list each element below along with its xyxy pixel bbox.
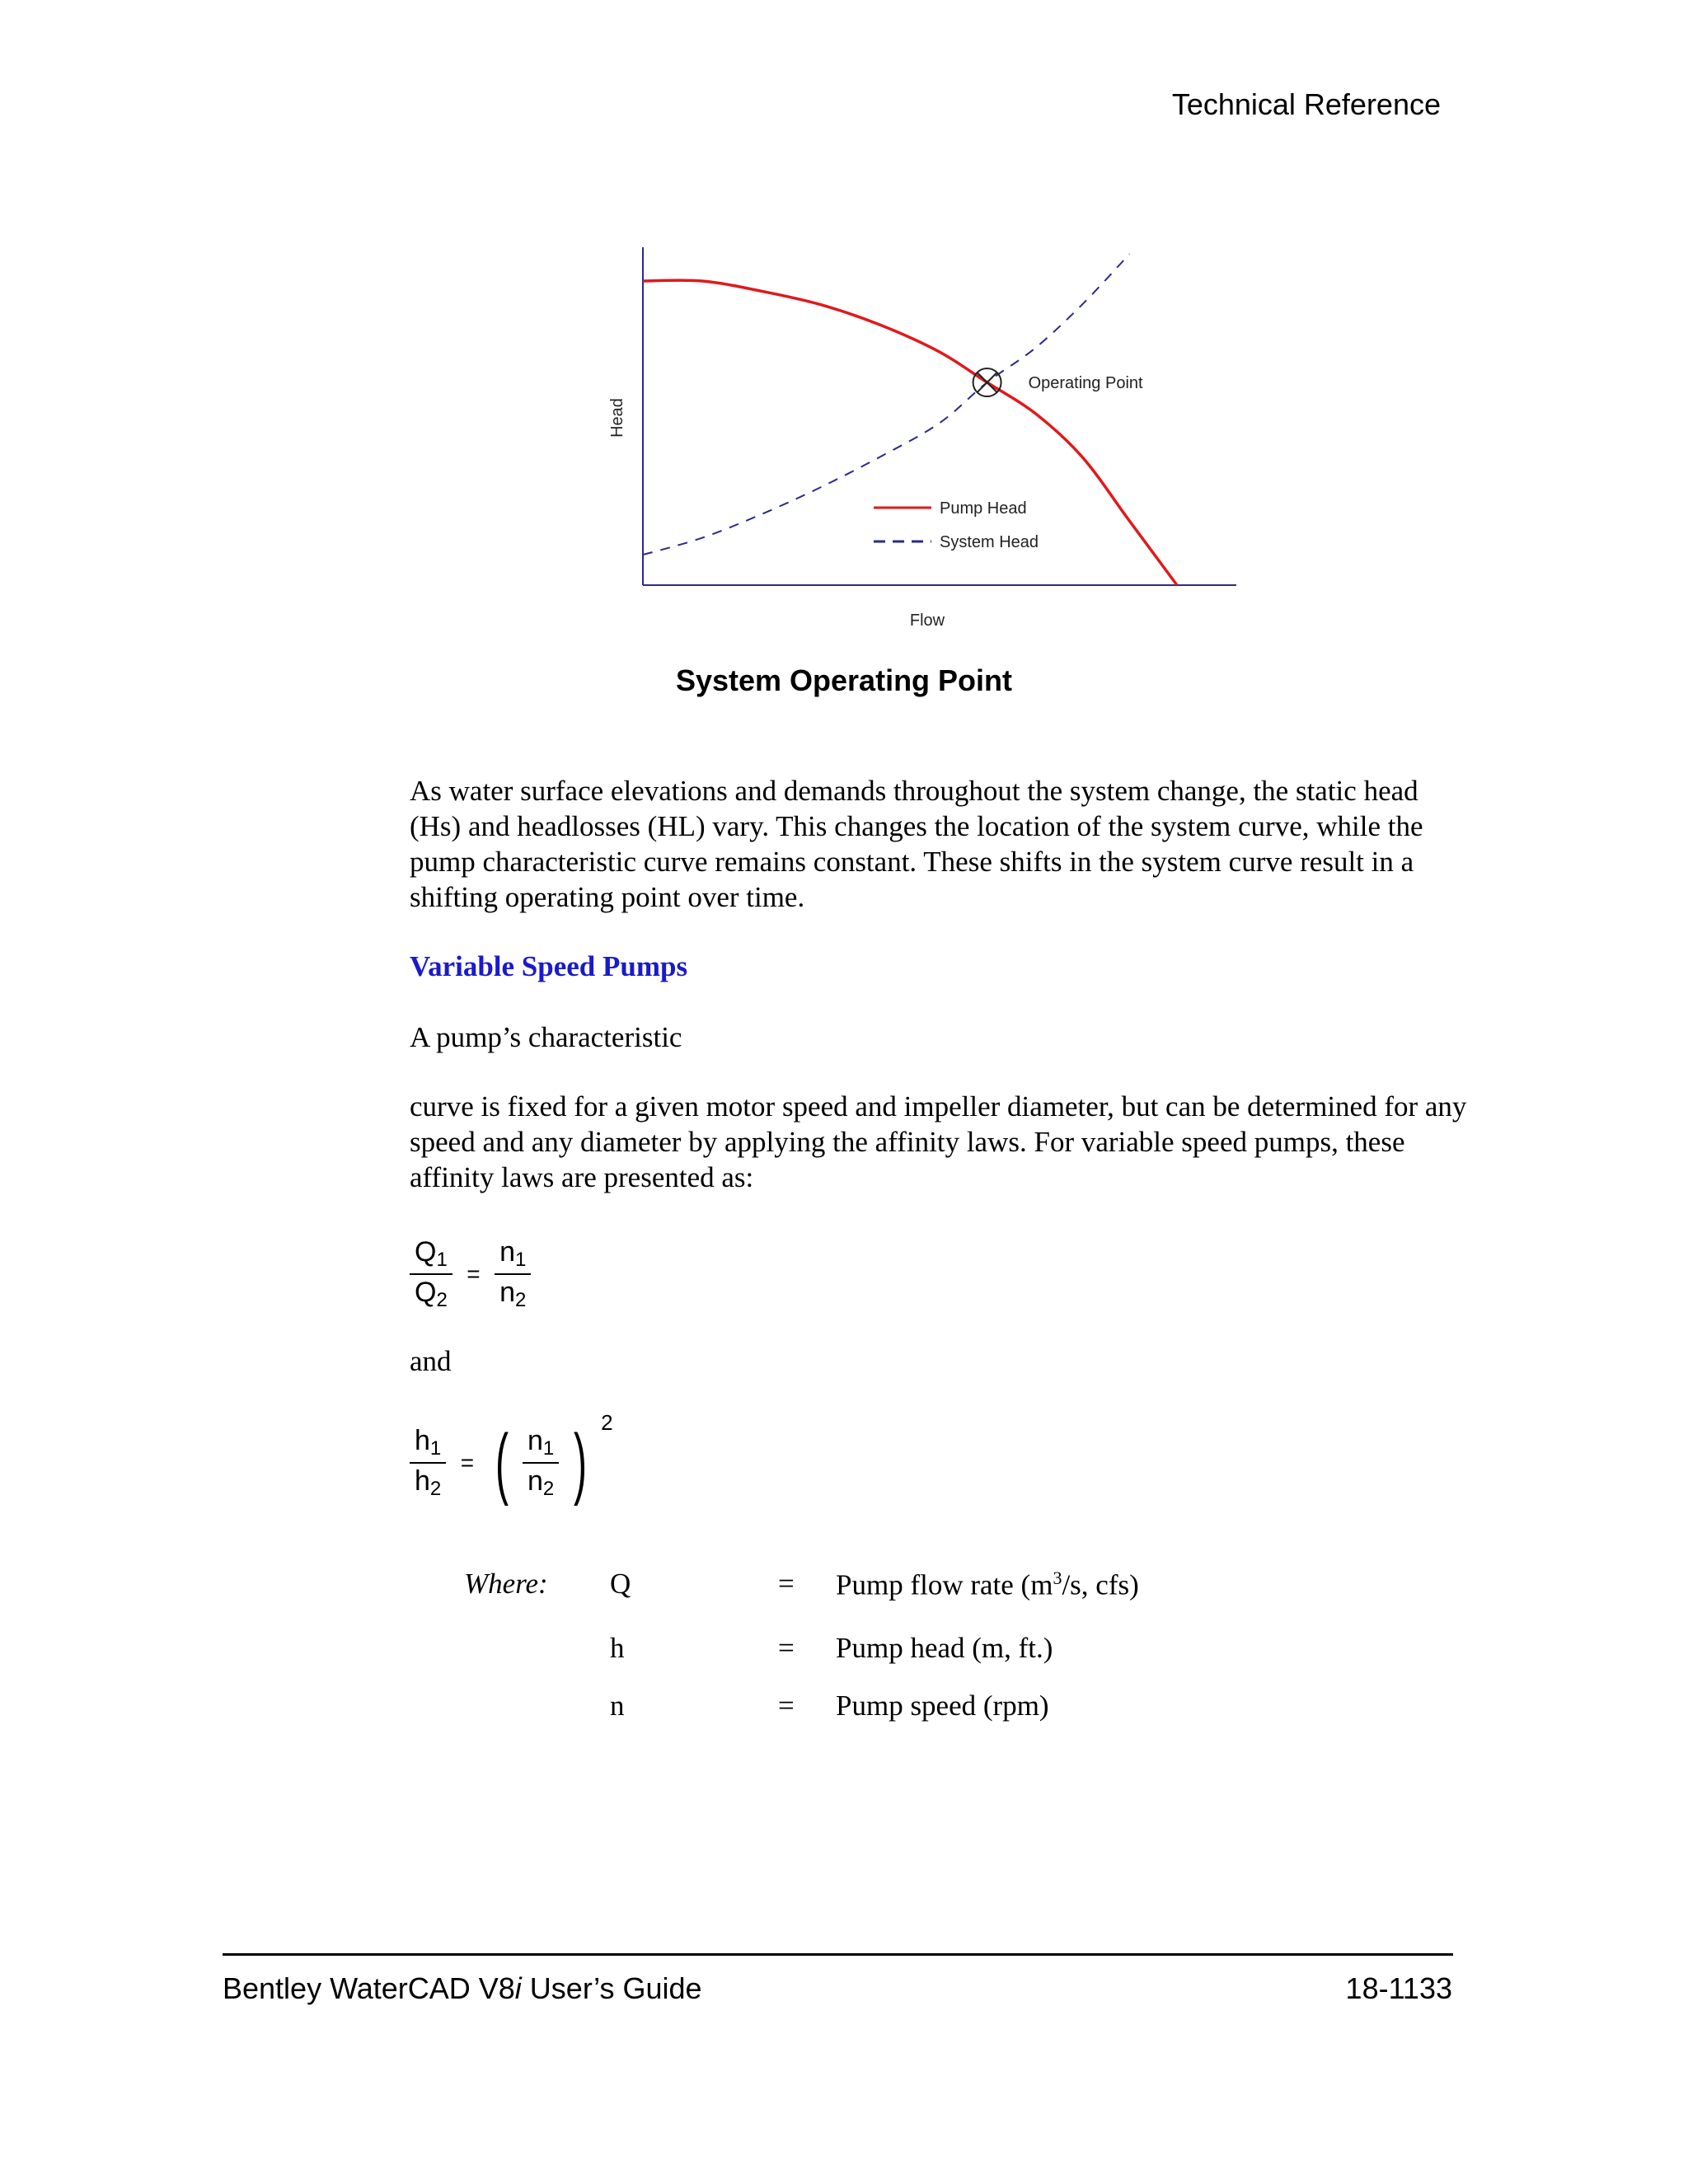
conjunction-and: and bbox=[410, 1345, 452, 1377]
section-heading-variable-speed-pumps: Variable Speed Pumps bbox=[410, 950, 688, 982]
series-line-pump-head bbox=[643, 280, 1177, 585]
operating-point-chart bbox=[569, 235, 1261, 639]
chart-legend bbox=[874, 499, 1039, 551]
equals-sign: = bbox=[460, 1450, 475, 1475]
x-axis-label: Flow bbox=[909, 612, 945, 630]
paragraph-affinity-laws: curve is fixed for a given motor speed and impeller diameter, but can be determined for any speed and any diameter by applying the affinity laws. For variable speed pumps, these affinity laws are presented as: bbox=[410, 1090, 1467, 1193]
where-equals: = bbox=[778, 1632, 795, 1664]
paragraph-pump-characteristic: A pump’s characteristic bbox=[410, 1021, 682, 1053]
where-equals: = bbox=[778, 1568, 795, 1600]
where-symbol-n: n bbox=[610, 1690, 625, 1722]
y-axis-label: Head bbox=[608, 398, 626, 438]
where-desc-h: Pump head (m, ft.) bbox=[836, 1632, 1053, 1664]
footer-guide-title: Bentley WaterCAD V8i User’s Guide bbox=[223, 1971, 702, 2005]
fraction-n1-n2: $\frac{n_1}{n_2}$ bbox=[495, 1236, 531, 1312]
footer-page-number: 18-1133 bbox=[1345, 1971, 1452, 2005]
series-line-system-head bbox=[643, 254, 1129, 555]
where-label: Where: bbox=[464, 1568, 548, 1600]
where-symbol-h: h bbox=[610, 1632, 625, 1664]
where-equals: = bbox=[778, 1690, 795, 1722]
where-desc-n: Pump speed (rpm) bbox=[836, 1690, 1049, 1722]
where-symbol-q: Q bbox=[610, 1568, 631, 1600]
left-parenthesis: ( bbox=[495, 1418, 509, 1507]
footer-divider bbox=[223, 1953, 1453, 1956]
fraction-n1-n2: $\frac{n_1}{n_2}$ bbox=[523, 1425, 559, 1501]
chart-svg bbox=[569, 235, 1261, 639]
operating-point-marker bbox=[973, 368, 1001, 396]
equals-sign: = bbox=[467, 1261, 481, 1286]
fraction-q1-q2: $\frac{Q_1}{Q_2}$ bbox=[410, 1236, 452, 1312]
paragraph-operating-point: As water surface elevations and demands throughout the system change, the static head (Hs) and headlosses (HL) vary. This changes the location of the system curve, while the pump characteristic curve remains constant. These shifts in the system curve result in a shifting operating point over time. bbox=[410, 775, 1423, 913]
legend-label-system-head: System Head bbox=[940, 533, 1039, 551]
fraction-h1-h2: $\frac{h_1}{h_2}$ bbox=[410, 1425, 446, 1501]
equation-flow-affinity bbox=[410, 1236, 531, 1312]
equation-head-affinity bbox=[410, 1410, 613, 1507]
exponent: 2 bbox=[601, 1410, 613, 1435]
legend-label-pump-head: Pump Head bbox=[940, 499, 1027, 518]
figure-caption: System Operating Point bbox=[675, 663, 1013, 697]
operating-point-label: Operating Point bbox=[1028, 374, 1143, 392]
right-parenthesis: ) bbox=[573, 1418, 587, 1507]
where-desc-q: Pump flow rate ($m^3/s$, cfs) bbox=[836, 1568, 1139, 1601]
page-header-title: Technical Reference bbox=[1171, 87, 1441, 121]
